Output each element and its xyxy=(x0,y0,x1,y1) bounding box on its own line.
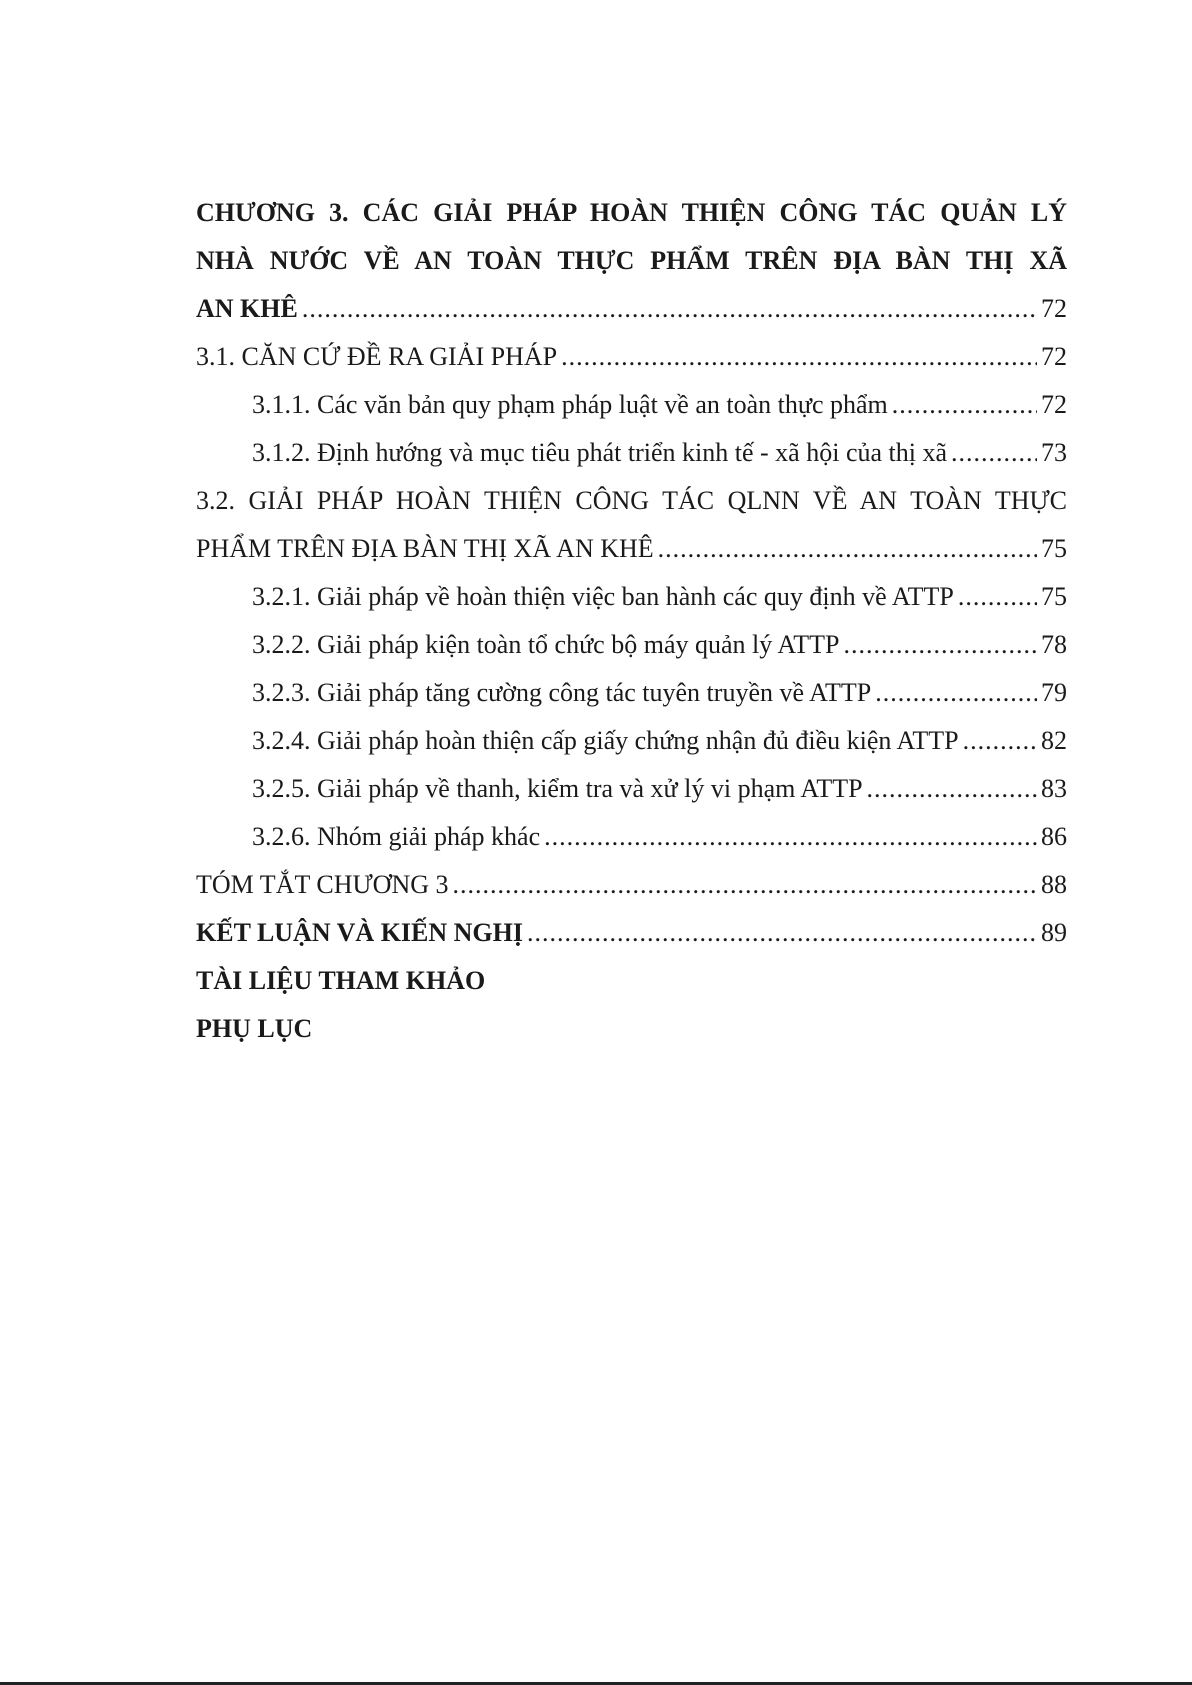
page-number: 79 xyxy=(1041,678,1067,707)
page-number: 75 xyxy=(1041,534,1067,563)
entry-title: 3.1. CĂN CỨ ĐỀ RA GIẢI PHÁP xyxy=(196,342,558,371)
toc-entry-3-2-4[interactable] xyxy=(196,717,1067,765)
dot-leader xyxy=(658,525,1037,573)
entry-title: PHẨM TRÊN ĐỊA BÀN THỊ XÃ AN KHÊ xyxy=(196,534,654,563)
entry-title: 3.2.1. Giải pháp về hoàn thiện việc ban hành các quy định về ATTP xyxy=(252,582,954,611)
entry-title: TÓM TẮT CHƯƠNG 3 xyxy=(196,870,449,899)
entry-title: 3.2.5. Giải pháp về thanh, kiểm tra và xử lý vi phạm ATTP xyxy=(252,774,863,803)
toc-entry-3-2-1[interactable] xyxy=(196,573,1067,621)
dot-leader xyxy=(951,429,1037,477)
dot-leader xyxy=(843,621,1037,669)
dot-leader xyxy=(561,333,1037,381)
dot-leader xyxy=(875,669,1037,717)
chapter-3-title-line-3: AN KHÊ xyxy=(196,294,298,323)
page-number: 86 xyxy=(1041,822,1067,851)
dot-leader xyxy=(958,573,1037,621)
toc-entry-chapter-3-summary[interactable] xyxy=(196,861,1067,909)
page-number: 72 xyxy=(1041,294,1067,323)
chapter-3-title-line-2: NHÀ NƯỚC VỀ AN TOÀN THỰC PHẨM TRÊN ĐỊA BÀN THỊ XÃ xyxy=(196,246,1067,275)
dot-leader xyxy=(867,765,1037,813)
entry-title: 3.1.1. Các văn bản quy phạm pháp luật về an toàn thực phẩm xyxy=(252,390,888,419)
toc-entry-3-1-1[interactable] xyxy=(196,381,1067,429)
page-number: 83 xyxy=(1041,774,1067,803)
page-number: 72 xyxy=(1041,390,1067,419)
dot-leader xyxy=(453,861,1038,909)
table-of-contents xyxy=(196,189,1067,1053)
page-number: 75 xyxy=(1041,582,1067,611)
toc-entry-3-2-6[interactable] xyxy=(196,813,1067,861)
entry-title: 3.2.4. Giải pháp hoàn thiện cấp giấy chứng nhận đủ điều kiện ATTP xyxy=(252,726,959,755)
chapter-3-title-line-1: CHƯƠNG 3. CÁC GIẢI PHÁP HOÀN THIỆN CÔNG TÁC QUẢN LÝ xyxy=(196,198,1067,227)
entry-title: 3.2.3. Giải pháp tăng cường công tác tuyên truyền về ATTP xyxy=(252,678,872,707)
dot-leader xyxy=(892,381,1037,429)
dot-leader xyxy=(527,909,1037,957)
page-number: 89 xyxy=(1041,918,1067,947)
entry-title: 3.1.2. Định hướng và mục tiêu phát triển kinh tế - xã hội của thị xã xyxy=(252,438,948,467)
page-number: 82 xyxy=(1041,726,1067,755)
toc-entry-appendix[interactable]: PHỤ LỤC xyxy=(196,1014,313,1043)
toc-entry-3-1-2[interactable] xyxy=(196,429,1067,477)
toc-entry-3-2-5[interactable] xyxy=(196,765,1067,813)
entry-title: 3.2.2. Giải pháp kiện toàn tổ chức bộ máy quản lý ATTP xyxy=(252,630,840,659)
toc-entry-conclusion[interactable] xyxy=(196,909,1067,957)
toc-entry-3-1[interactable] xyxy=(196,333,1067,381)
page-number: 73 xyxy=(1041,438,1067,467)
page-number: 72 xyxy=(1041,342,1067,371)
dot-leader xyxy=(963,717,1037,765)
dot-leader xyxy=(302,285,1037,333)
section-3-2-title-line-1: 3.2. GIẢI PHÁP HOÀN THIỆN CÔNG TÁC QLNN VỀ AN TOÀN THỰC xyxy=(196,486,1067,515)
toc-entry-references[interactable]: TÀI LIỆU THAM KHẢO xyxy=(196,966,486,995)
page-number: 78 xyxy=(1041,630,1067,659)
toc-entry-3-2-2[interactable] xyxy=(196,621,1067,669)
toc-entry-3-2-3[interactable] xyxy=(196,669,1067,717)
entry-title: KẾT LUẬN VÀ KIẾN NGHỊ xyxy=(196,918,523,947)
dot-leader xyxy=(544,813,1037,861)
entry-title: 3.2.6. Nhóm giải pháp khác xyxy=(252,822,541,851)
toc-entry-3-2[interactable] xyxy=(196,525,1067,573)
page-number: 88 xyxy=(1041,870,1067,899)
toc-entry-chapter-3[interactable] xyxy=(196,285,1067,333)
